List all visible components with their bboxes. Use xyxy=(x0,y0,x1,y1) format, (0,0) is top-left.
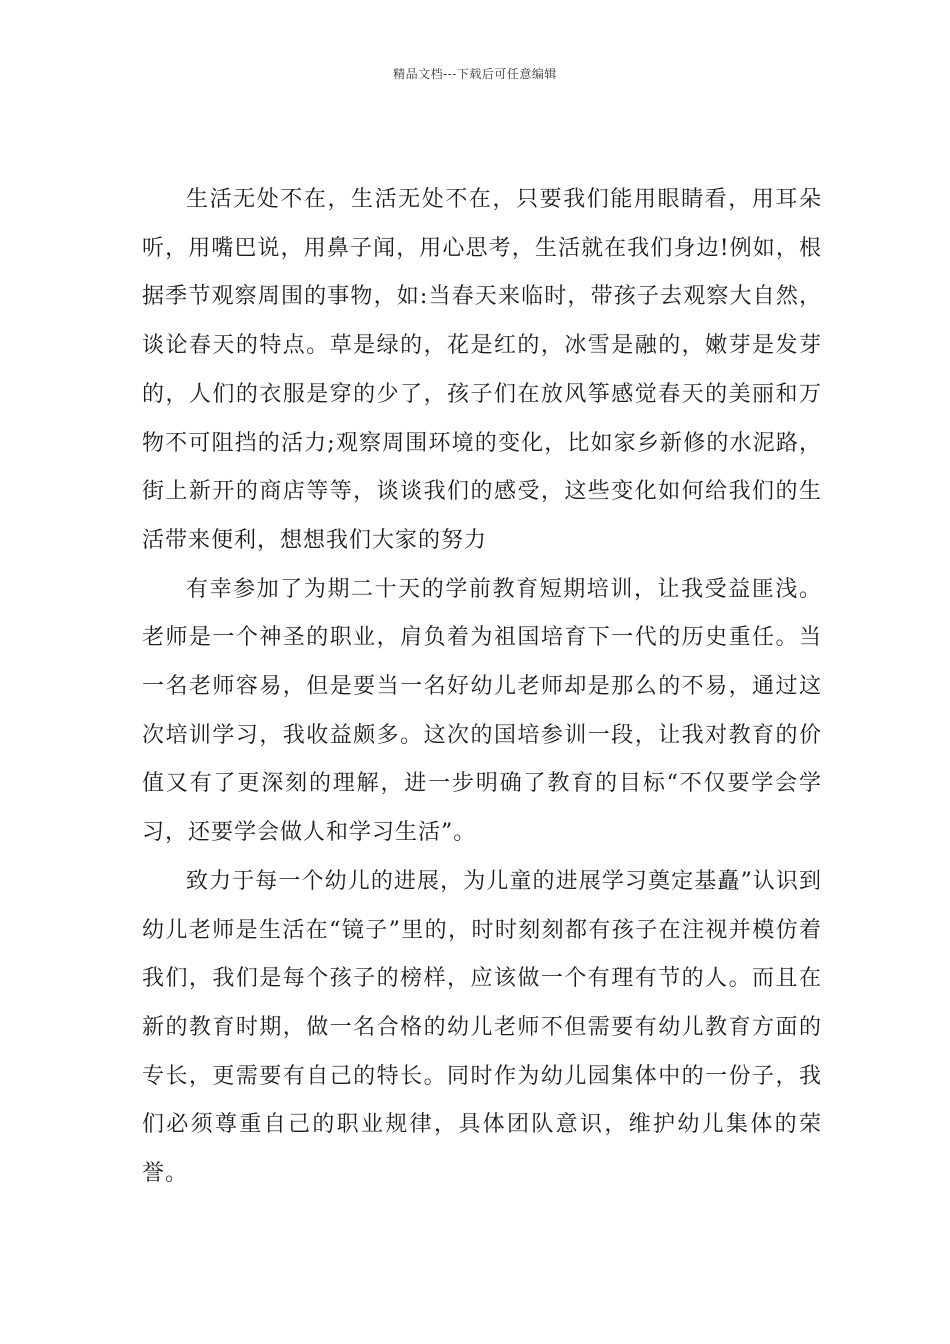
document-body xyxy=(142,176,822,1199)
paragraph-2: 有幸参加了为期二十天的学前教育短期培训，让我受益匪浅。老师是一个神圣的职业，肩负着为祖国培育下一代的历史重任。当一名老师容易，但是要当一名好幼儿老师却是那么的不易，通过这次培训学习，我收益颇多。这次的国培参训一段，让我对教育的价值又有了更深刻的理解，进一步明确了教育的目标“不仅要学会学习，还要学会做人和学习生活”。 xyxy=(142,576,822,846)
paragraph-3: 致力于每一个幼儿的进展，为儿童的进展学习奠定基矗”认识到幼儿老师是生活在“镜子”里的，时时刻刻都有孩子在注视并模仿着我们，我们是每个孩子的榜样，应该做一个有理有节的人。而且在新的教育时期，做一名合格的幼儿老师不但需要有幼儿教育方面的专长，更需要有自己的特长。同时作为幼儿园集体中的一份子，我们必须尊重自己的职业规律，具体团队意识，维护幼儿集体的荣誉。 xyxy=(142,868,822,1187)
paragraph-1: 生活无处不在，生活无处不在，只要我们能用眼睛看，用耳朵听，用嘴巴说，用鼻子闻，用心思考，生活就在我们身边!例如，根据季节观察周围的事物，如:当春天来临时，带孩子去观察大自然，谈论春天的特点。草是绿的，花是红的，冰雪是融的，嫩芽是发芽的，人们的衣服是穿的少了，孩子们在放风筝感觉春天的美丽和万物不可阻挡的活力;观察周围环境的变化，比如家乡新修的水泥路，街上新开的商店等等，谈谈我们的感受，这些变化如何给我们的生活带来便利，想想我们大家的努力 xyxy=(142,187,822,553)
page-header: 精品文档---下载后可任意编辑 xyxy=(393,67,557,81)
